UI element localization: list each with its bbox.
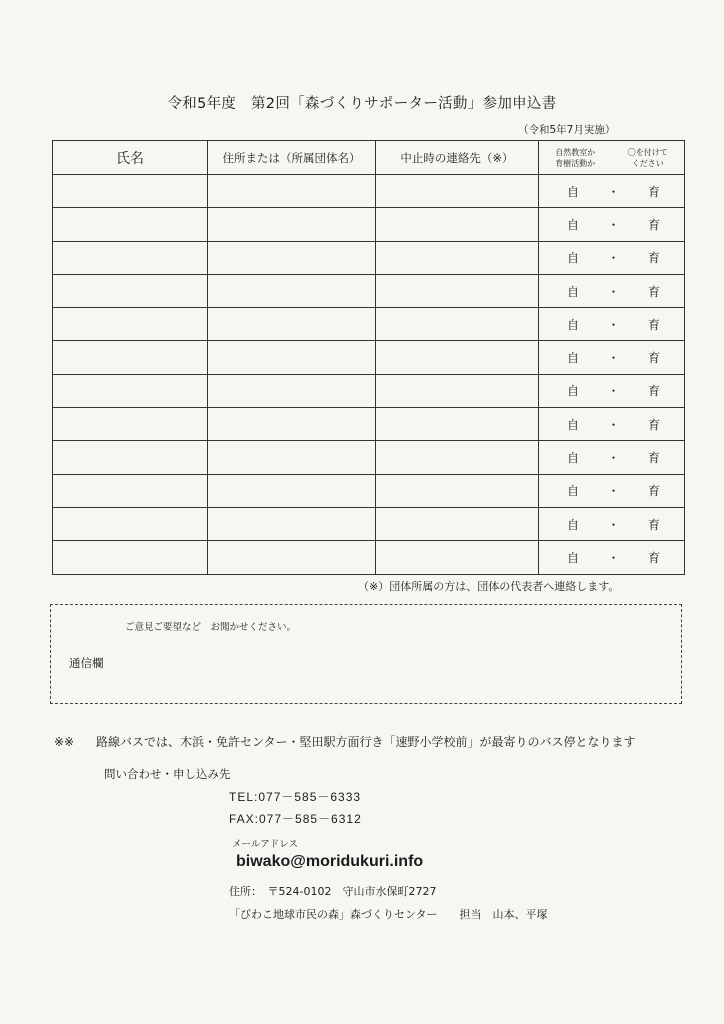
activity-select-cell[interactable] — [539, 175, 685, 208]
option-nature-class[interactable]: 自 — [567, 284, 580, 299]
option-nature-class[interactable]: 自 — [567, 351, 580, 366]
contact-center: 「びわこ地球市民の森」森づくりセンター 担当 山本、平塚 — [229, 908, 548, 921]
option-separator: ・ — [607, 550, 620, 565]
option-tree-care[interactable]: 育 — [647, 317, 660, 332]
option-separator: ・ — [607, 184, 620, 199]
option-separator: ・ — [607, 351, 620, 366]
contact-fax: FAX:077－585－6312 — [229, 812, 362, 826]
contact-cell[interactable] — [376, 441, 539, 474]
activity-select-cell[interactable] — [539, 374, 685, 407]
activity-select-cell[interactable] — [539, 308, 685, 341]
header-select-right-line2: ください — [631, 158, 664, 168]
address-cell[interactable] — [208, 441, 376, 474]
header-contact: 中止時の連絡先（※） — [376, 141, 539, 175]
name-cell[interactable] — [53, 241, 208, 274]
contact-cell[interactable] — [376, 341, 539, 374]
name-cell[interactable] — [53, 441, 208, 474]
table-row — [53, 441, 685, 474]
contact-cell[interactable] — [376, 241, 539, 274]
address-cell[interactable] — [208, 408, 376, 441]
option-separator: ・ — [607, 217, 620, 232]
name-cell[interactable] — [53, 175, 208, 208]
table-row — [53, 474, 685, 507]
address-cell[interactable] — [208, 541, 376, 574]
table-row — [53, 507, 685, 540]
option-nature-class[interactable]: 自 — [567, 317, 580, 332]
activity-select-cell[interactable] — [539, 441, 685, 474]
name-cell[interactable] — [53, 208, 208, 241]
application-table — [52, 140, 685, 575]
option-tree-care[interactable]: 育 — [647, 217, 660, 232]
table-row — [53, 175, 685, 208]
contact-heading: 問い合わせ・申し込み先 — [104, 767, 231, 781]
option-tree-care[interactable]: 育 — [647, 351, 660, 366]
option-separator: ・ — [607, 251, 620, 266]
name-cell[interactable] — [53, 474, 208, 507]
name-cell[interactable] — [53, 507, 208, 540]
option-nature-class[interactable]: 自 — [567, 417, 580, 432]
table-body — [53, 175, 685, 575]
table-row — [53, 408, 685, 441]
comments-prompt: ご意見ご要望など お聞かせください。 — [125, 622, 297, 633]
address-cell[interactable] — [208, 374, 376, 407]
activity-select-cell[interactable] — [539, 208, 685, 241]
name-cell[interactable] — [53, 341, 208, 374]
address-cell[interactable] — [208, 507, 376, 540]
address-cell[interactable] — [208, 308, 376, 341]
option-separator: ・ — [607, 284, 620, 299]
option-nature-class[interactable]: 自 — [567, 251, 580, 266]
implementation-date-note: （令和5年7月実施） — [518, 124, 616, 136]
contact-cell[interactable] — [376, 408, 539, 441]
address-cell[interactable] — [208, 341, 376, 374]
header-address: 住所または（所属団体名） — [208, 141, 376, 175]
comments-box[interactable] — [50, 604, 682, 704]
address-cell[interactable] — [208, 208, 376, 241]
option-separator: ・ — [607, 517, 620, 532]
name-cell[interactable] — [53, 374, 208, 407]
option-nature-class[interactable]: 自 — [567, 550, 580, 565]
option-separator: ・ — [607, 317, 620, 332]
contact-cell[interactable] — [376, 175, 539, 208]
contact-cell[interactable] — [376, 308, 539, 341]
address-cell[interactable] — [208, 274, 376, 307]
contact-cell[interactable] — [376, 274, 539, 307]
option-tree-care[interactable]: 育 — [647, 284, 660, 299]
header-select-right-line1: 〇を付けて — [627, 147, 668, 157]
table-row — [53, 374, 685, 407]
option-nature-class[interactable]: 自 — [567, 517, 580, 532]
bus-note-text: 路線バスでは、木浜・免許センター・堅田駅方面行き「速野小学校前」が最寄りのバス停となります — [96, 735, 636, 749]
contact-cell[interactable] — [376, 507, 539, 540]
table-row — [53, 241, 685, 274]
contact-email: biwako@moridukuri.info — [236, 853, 424, 870]
header-select-left-line1: 自然教室か — [555, 147, 596, 157]
option-tree-care[interactable]: 育 — [647, 484, 660, 499]
table-footnote: （※）団体所属の方は、団体の代表者へ連絡します。 — [358, 580, 620, 593]
option-separator: ・ — [607, 384, 620, 399]
name-cell[interactable] — [53, 541, 208, 574]
activity-select-cell[interactable] — [539, 241, 685, 274]
option-separator: ・ — [607, 451, 620, 466]
option-tree-care[interactable]: 育 — [647, 517, 660, 532]
header-select-left-line2: 育樹活動か — [555, 158, 596, 168]
activity-select-cell[interactable] — [539, 408, 685, 441]
bus-note-mark: ※※ — [54, 735, 75, 749]
name-cell[interactable] — [53, 274, 208, 307]
option-nature-class[interactable]: 自 — [567, 384, 580, 399]
address-cell[interactable] — [208, 474, 376, 507]
table-header-row — [53, 141, 685, 175]
form-title: 令和5年度 第2回「森づくりサポーター活動」参加申込書 — [167, 96, 557, 112]
table-row — [53, 274, 685, 307]
bus-note — [54, 733, 636, 750]
activity-select-cell[interactable] — [539, 341, 685, 374]
option-tree-care[interactable]: 育 — [647, 184, 660, 199]
option-nature-class[interactable]: 自 — [567, 217, 580, 232]
option-nature-class[interactable]: 自 — [567, 184, 580, 199]
contact-address: 住所： 〒524-0102 守山市水保町2727 — [229, 885, 437, 898]
contact-cell[interactable] — [376, 374, 539, 407]
contact-cell[interactable] — [376, 541, 539, 574]
option-nature-class[interactable]: 自 — [567, 451, 580, 466]
table-row — [53, 208, 685, 241]
option-tree-care[interactable]: 育 — [647, 417, 660, 432]
table-row — [53, 341, 685, 374]
header-name: 氏名 — [53, 141, 208, 175]
option-tree-care[interactable]: 育 — [647, 451, 660, 466]
comments-label: 通信欄 — [69, 656, 104, 670]
activity-select-cell[interactable] — [539, 541, 685, 574]
name-cell[interactable] — [53, 308, 208, 341]
table-row — [53, 308, 685, 341]
address-cell[interactable] — [208, 175, 376, 208]
option-separator: ・ — [607, 484, 620, 499]
option-separator: ・ — [607, 417, 620, 432]
name-cell[interactable] — [53, 408, 208, 441]
option-nature-class[interactable]: 自 — [567, 484, 580, 499]
header-activity-select — [539, 141, 685, 175]
option-tree-care[interactable]: 育 — [647, 550, 660, 565]
contact-cell[interactable] — [376, 474, 539, 507]
option-tree-care[interactable]: 育 — [647, 384, 660, 399]
address-cell[interactable] — [208, 241, 376, 274]
contact-tel: TEL:077－585－6333 — [229, 790, 362, 804]
table-row — [53, 541, 685, 574]
contact-cell[interactable] — [376, 208, 539, 241]
mail-address-label: メールアドレス — [232, 839, 299, 850]
activity-select-cell[interactable] — [539, 474, 685, 507]
activity-select-cell[interactable] — [539, 274, 685, 307]
option-tree-care[interactable]: 育 — [647, 251, 660, 266]
activity-select-cell[interactable] — [539, 507, 685, 540]
